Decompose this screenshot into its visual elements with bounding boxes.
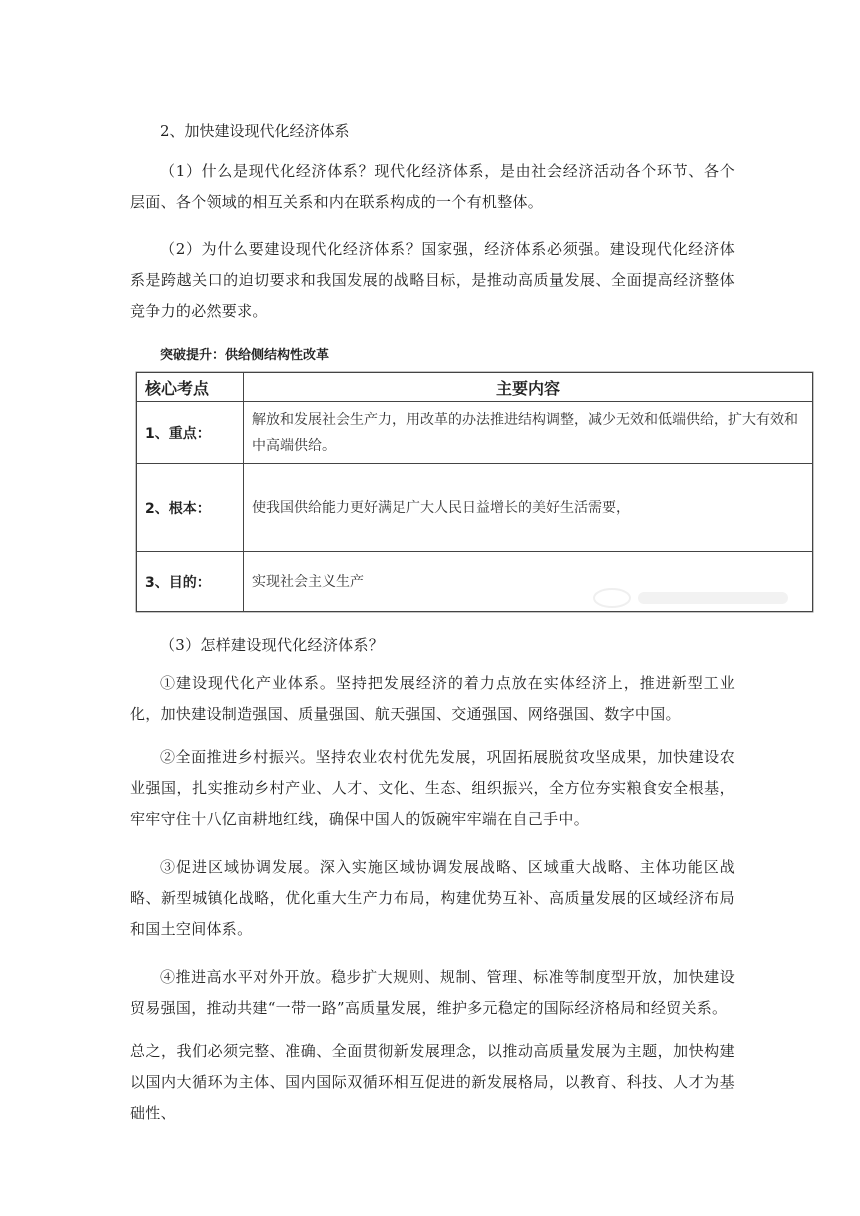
table-row-key: 1、重点： — [137, 402, 244, 464]
table-row — [137, 402, 813, 464]
section-heading: 2、加快建设现代化经济体系 — [160, 122, 350, 140]
paragraph-industry: ①建设现代化产业体系。坚持把发展经济的着力点放在实体经济上，推进新型工业化，加快建设制造强国、质量强国、航天强国、交通强国、网络强国、数字中国。 — [130, 674, 735, 723]
paragraph-regional: ③促进区域协调发展。深入实施区域协调发展战略、区域重大战略、主体功能区战略、新型城镇化战略，优化重大生产力布局，构建优势互补、高质量发展的区域经济布局和国土空间体系。 — [130, 858, 735, 938]
paragraph-rural: ②全面推进乡村振兴。坚持农业农村优先发展，巩固拓展脱贫攻坚成果，加快建设农业强国，扎实推动乡村产业、人才、文化、生态、组织振兴，全方位夯实粮食安全根基，牢牢守住十八亿亩耕地红线，确保中国人的饭碗牢牢端在自己手中。 — [130, 748, 735, 828]
table-header-row — [137, 373, 813, 402]
paragraph-what-is: （1）什么是现代化经济体系？现代化经济体系，是由社会经济活动各个环节、各个层面、各个领域的相互关系和内在联系构成的一个有机整体。 — [130, 162, 735, 211]
watermark-logo — [590, 584, 800, 610]
table-row-key: 3、目的： — [137, 552, 244, 612]
table-row-key: 2、根本： — [137, 464, 244, 552]
breakthrough-title: 突破提升：供给侧结构性改革 — [160, 348, 330, 363]
table-row-value: 实现社会主义生产 — [244, 552, 813, 612]
paragraph-summary: 总之，我们必须完整、准确、全面贯彻新发展理念，以推动高质量发展为主题，加快构建以国内大循环为主体、国内国际双循环相互促进的新发展格局，以教育、科技、人才为基础性、 — [130, 1042, 735, 1122]
table-header-content: 主要内容 — [244, 373, 813, 402]
table-row — [137, 464, 813, 552]
table-row-value: 使我国供给能力更好满足广大人民日益增长的美好生活需要， — [244, 464, 813, 552]
paragraph-how: （3）怎样建设现代化经济体系？ — [160, 636, 385, 654]
table-row-value: 解放和发展社会生产力，用改革的办法推进结构调整，减少无效和低端供给，扩大有效和中高端供给。 — [244, 402, 813, 464]
supply-side-reform-table — [136, 372, 813, 612]
paragraph-why: （2）为什么要建设现代化经济体系？国家强，经济体系必须强。建设现代化经济体系是跨越关口的迫切要求和我国发展的战略目标，是推动高质量发展、全面提高经济整体竞争力的必然要求。 — [130, 240, 735, 320]
paragraph-opening: ④推进高水平对外开放。稳步扩大规则、规制、管理、标准等制度型开放，加快建设贸易强国，推动共建“一带一路”高质量发展，维护多元稳定的国际经济格局和经贸关系。 — [130, 968, 735, 1017]
table-header-key: 核心考点 — [137, 373, 244, 402]
